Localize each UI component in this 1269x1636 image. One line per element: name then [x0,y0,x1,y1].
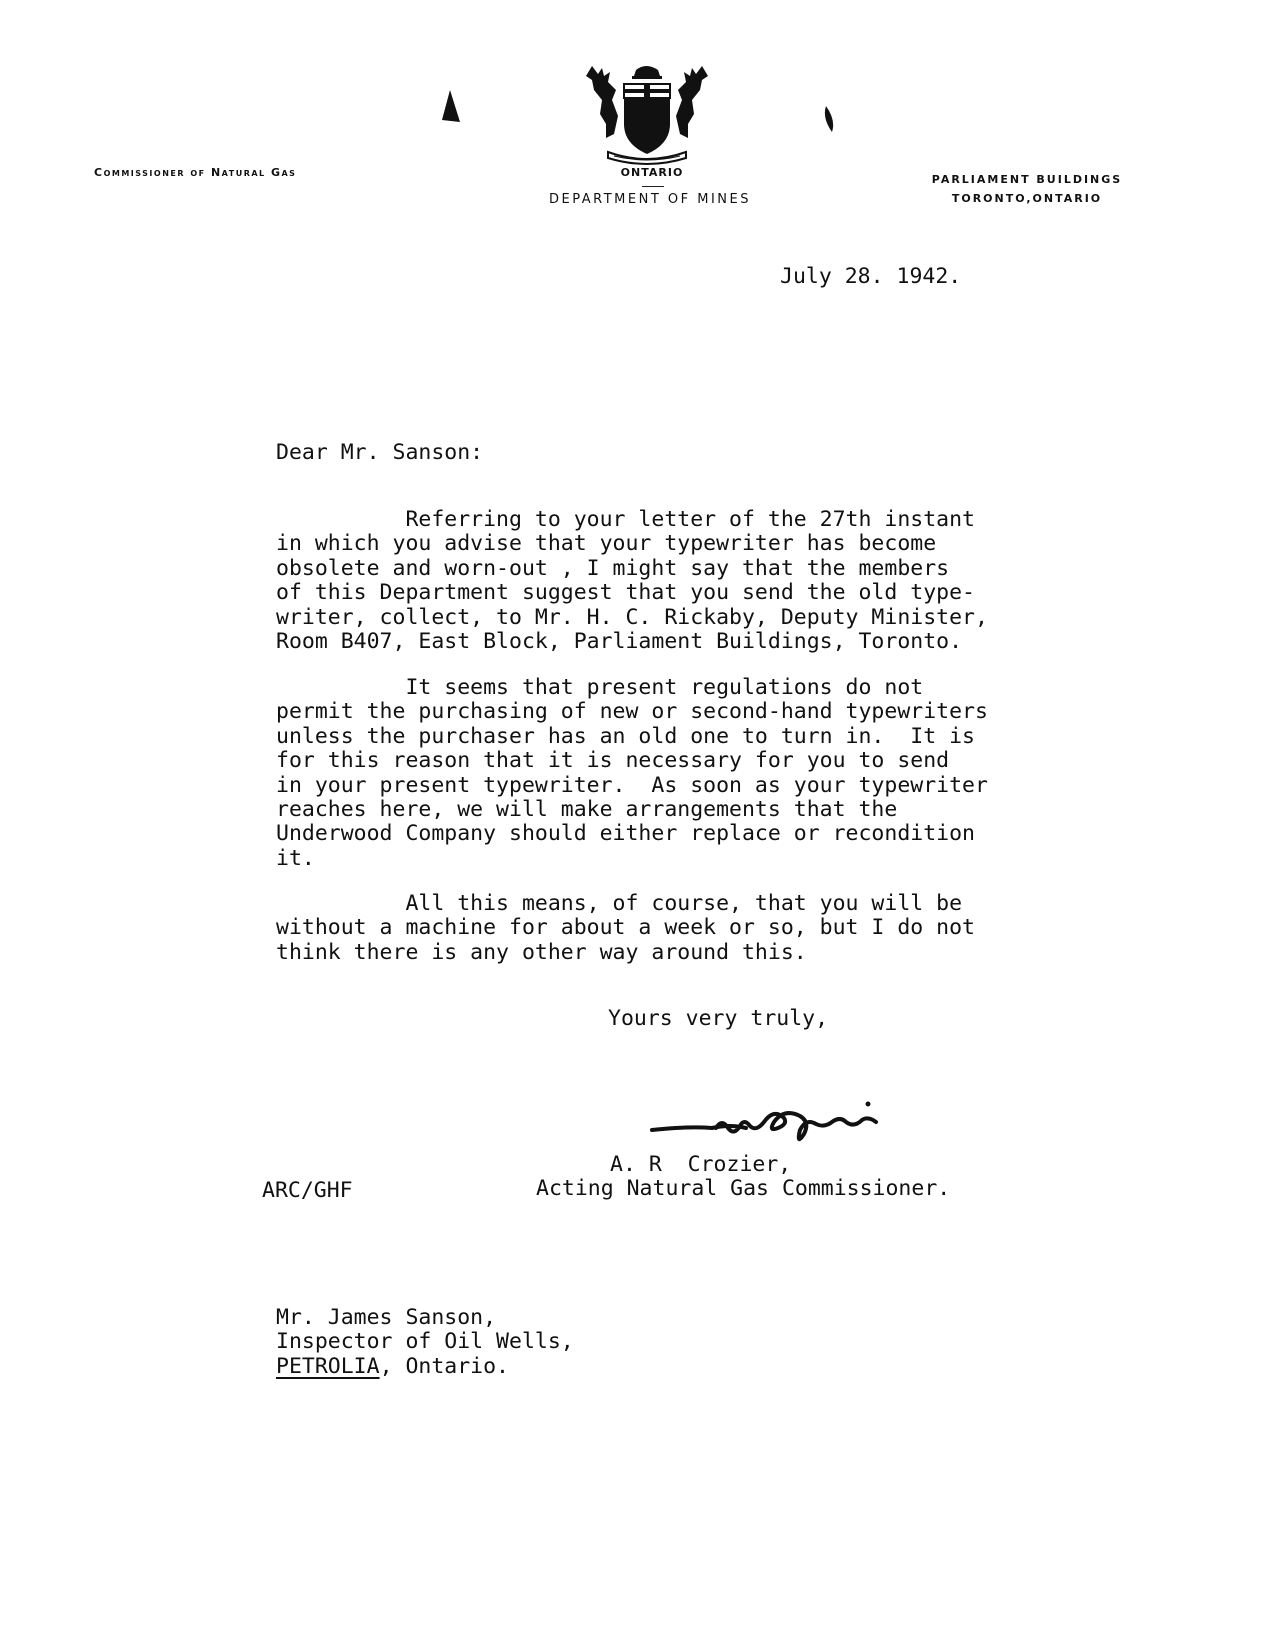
handwritten-signature [650,1098,990,1148]
letterhead-address [912,170,1142,208]
body-line: in your present typewriter. As soon as your typewriter [276,772,988,798]
letter-date: July 28. 1942. [780,264,962,289]
ink-mark-right [820,104,840,136]
letterhead-address-line1: PARLIAMENT BUILDINGS [931,173,1123,186]
reference-initials: ARC/GHF [262,1178,353,1203]
closing: Yours very truly, [608,1006,829,1031]
letterhead-address-line2: TORONTO,ONTARIO [951,192,1103,205]
ink-mark-left [440,88,464,124]
body-line: Referring to your letter of the 27th instant [276,507,975,532]
body-line: It seems that present regulations do not [276,675,924,700]
letterhead-rule [642,186,664,187]
body-line: without a machine for about a week or so, but I do not [276,915,975,941]
body-line: unless the purchaser has an old one to turn in. It is [276,723,975,749]
letterhead-office: Commissioner of Natural Gas [94,166,297,179]
body-line: obsolete and worn-out , I might say that the members [276,555,950,581]
ontario-coat-of-arms-icon [584,60,710,168]
body-line: Room B407, East Block, Parliament Buildings, Toronto. [276,629,963,655]
addressee-title: Inspector of Oil Wells, [276,1329,574,1355]
body-line: it. [276,845,315,871]
addressee-name: Mr. James Sanson, [276,1305,497,1330]
body-paragraph-1 [276,508,988,654]
body-paragraph-3 [276,892,975,965]
body-line: All this means, of course, that you will be [276,891,963,916]
salutation: Dear Mr. Sanson: [276,440,484,465]
body-line: for this reason that it is necessary for you to send [276,748,950,774]
addressee-location [276,1355,574,1379]
body-line: Underwood Company should either replace or recondition [276,821,975,847]
letterhead-department: DEPARTMENT OF MINES [549,192,751,207]
addressee-block [276,1306,574,1379]
addressee-city: PETROLIA [276,1353,380,1379]
body-line: of this Department suggest that you send the old type- [276,580,975,606]
letterhead-province: ONTARIO [620,166,684,179]
body-paragraph-2 [276,676,988,871]
body-line: in which you advise that your typewriter has become [276,531,937,557]
addressee-province: , Ontario. [379,1353,510,1379]
signer-name: A. R Crozier, [610,1152,792,1177]
body-line: permit the purchasing of new or second-hand typewriters [276,699,988,725]
body-line: reaches here, we will make arrangements that the [276,797,898,823]
body-line: think there is any other way around this. [276,939,807,965]
body-line: writer, collect, to Mr. H. C. Rickaby, Deputy Minister, [276,604,988,630]
signer-title: Acting Natural Gas Commissioner. [536,1176,951,1201]
